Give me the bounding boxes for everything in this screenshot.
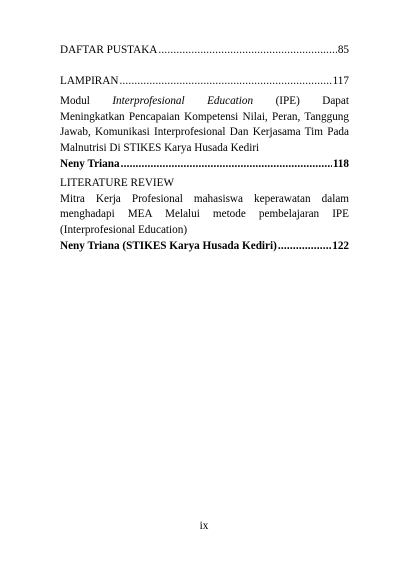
toc-entry-literature-review[interactable] <box>60 176 349 255</box>
modul-title-first-line <box>60 94 349 110</box>
dot-leader <box>121 156 332 173</box>
modul-author-line <box>60 156 349 173</box>
title-word: Education <box>207 95 254 107</box>
toc-entry-label: LAMPIRAN <box>60 75 119 87</box>
toc-entry-lampiran[interactable] <box>60 73 349 90</box>
dot-leader <box>158 42 336 59</box>
toc-entry-modul[interactable] <box>60 94 349 173</box>
modul-title-rest: Meningkatkan Pencapaian Kompetensi Nilai, Peran, Tanggung Jawab, Komunikasi Interprofesional Dan Kerjasama Tim Pada Malnutrisi Di STIKES Karya Husada Kediri <box>60 110 349 154</box>
section-heading: LITERATURE REVIEW <box>60 177 175 189</box>
page-number: ix <box>199 520 209 532</box>
title-word: Interprofesional <box>112 95 185 107</box>
toc-entry-label: DAFTAR PUSTAKA <box>60 44 158 56</box>
author-name: Neny Triana <box>60 158 120 170</box>
dot-leader <box>119 73 331 90</box>
toc-entry-page: 122 <box>332 240 349 252</box>
title-word: Modul <box>60 95 90 107</box>
literature-desc: Mitra Kerja Profesional mahasiswa keperawatan dalam menghadapi MEA Melalui metode pembelajaran IPE (Interprofesional Education) <box>60 192 349 236</box>
toc-entry-page: 118 <box>332 158 349 170</box>
toc-entry-daftar-pustaka[interactable] <box>60 42 349 59</box>
toc-entry-page: 85 <box>337 44 349 56</box>
toc-entry-page: 117 <box>332 75 349 87</box>
literature-author-line <box>60 238 349 255</box>
table-of-contents <box>60 42 349 255</box>
author-name: Neny Triana (STIKES Karya Husada Kediri) <box>60 240 277 252</box>
dot-leader <box>278 238 331 255</box>
spacer <box>60 59 349 73</box>
title-word: (IPE) <box>275 95 300 107</box>
title-word: Dapat <box>322 95 349 107</box>
